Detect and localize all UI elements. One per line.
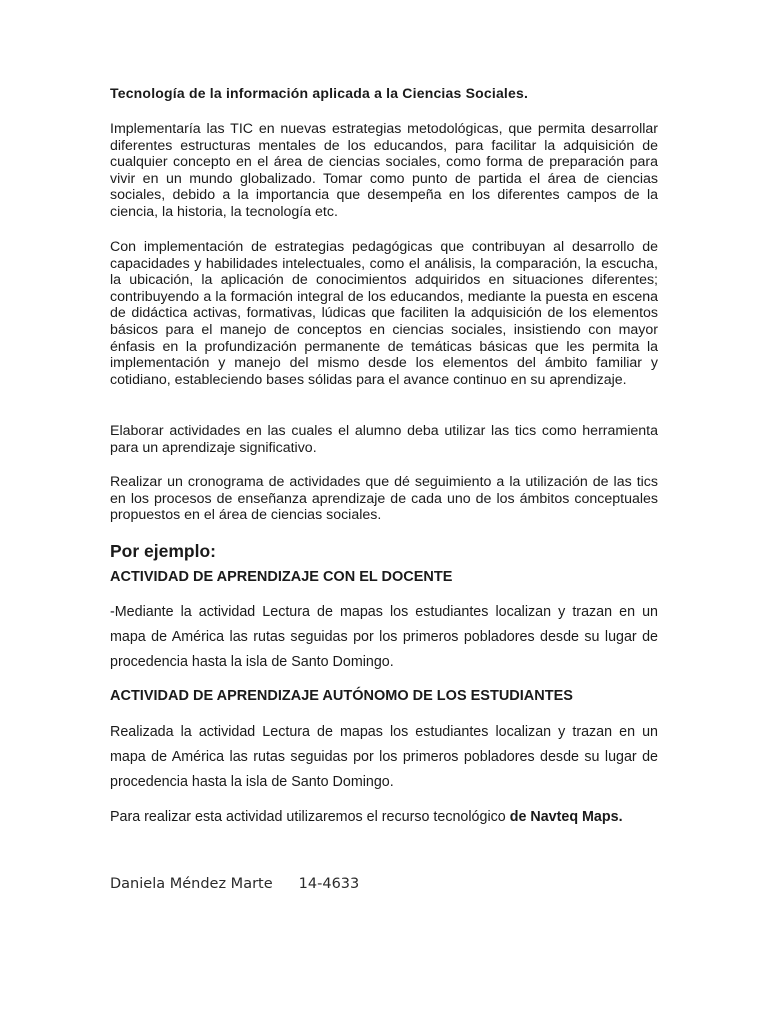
paragraph-activities: Elaborar actividades en las cuales el alumno deba utilizar las tics como herramienta para un aprendizaje significativo. [110, 423, 658, 456]
author-id: 14-4633 [298, 876, 360, 892]
activity-students-heading: ACTIVIDAD DE APRENDIZAJE AUTÓNOMO DE LOS ESTUDIANTES [110, 688, 573, 704]
resource-name: de Navteq Maps. [509, 809, 623, 825]
paragraph-pedagogical-strategies: Con implementación de estrategias pedagógicas que contribuyan al desarrollo de capacidades y habilidades intelectuales, como el análisis, la comparación, la escucha, la ubicación, la aplicación de conocimientos adquiridos en situaciones diferentes; contribuyendo a la formación integral de los educandos, mediante la puesta en escena de didáctica activas, formativas, lúdicas que faciliten la adquisición de los elementos básicos para el manejo de conceptos en ciencias sociales, insistiendo con mayor énfasis en la profundización permanente de temáticas básicas que les permita la implementación y manejo del mismo desde los elementos del ámbito familiar y cotidiano, estableciendo bases sólidas para el avance continuo en su aprendizaje. [110, 239, 658, 388]
resource-paragraph [110, 805, 658, 830]
signature [110, 876, 359, 892]
paragraph-schedule: Realizar un cronograma de actividades que dé seguimiento a la utilización de las tics en los procesos de enseñanza aprendizaje de cada uno de los ámbitos conceptuales propuestos en el área de ciencias sociales. [110, 474, 658, 524]
document-title: Tecnología de la información aplicada a la Ciencias Sociales. [110, 85, 529, 101]
example-heading: Por ejemplo: [110, 541, 216, 561]
activity-teacher-text: -Mediante la actividad Lectura de mapas los estudiantes localizan y trazan en un mapa de América las rutas seguidas por los primeros pobladores desde su lugar de procedencia hasta la isla de Santo Domingo. [110, 604, 658, 671]
paragraph-tic-strategies: Implementaría las TIC en nuevas estrategias metodológicas, que permita desarrollar diferentes estructuras mentales de los educandos, para facilitar la adquisición de cualquier concepto en el área de ciencias sociales, como forma de preparación para vivir en un mundo globalizado. Tomar como punto de partida el área de ciencias sociales, debido a la importancia que desempeña en los diferentes campos de la ciencia, la historia, la tecnología etc. [110, 121, 658, 220]
activity-teacher-heading: ACTIVIDAD DE APRENDIZAJE CON EL DOCENTE [110, 569, 453, 585]
author-name: Daniela Méndez Marte [110, 876, 273, 892]
activity-students-text: Realizada la actividad Lectura de mapas los estudiantes localizan y trazan en un mapa de América las rutas seguidas por los primeros pobladores desde su lugar de procedencia hasta la isla de Santo Domingo. [110, 724, 658, 791]
resource-text: Para realizar esta actividad utilizaremos el recurso tecnológico [110, 809, 510, 825]
